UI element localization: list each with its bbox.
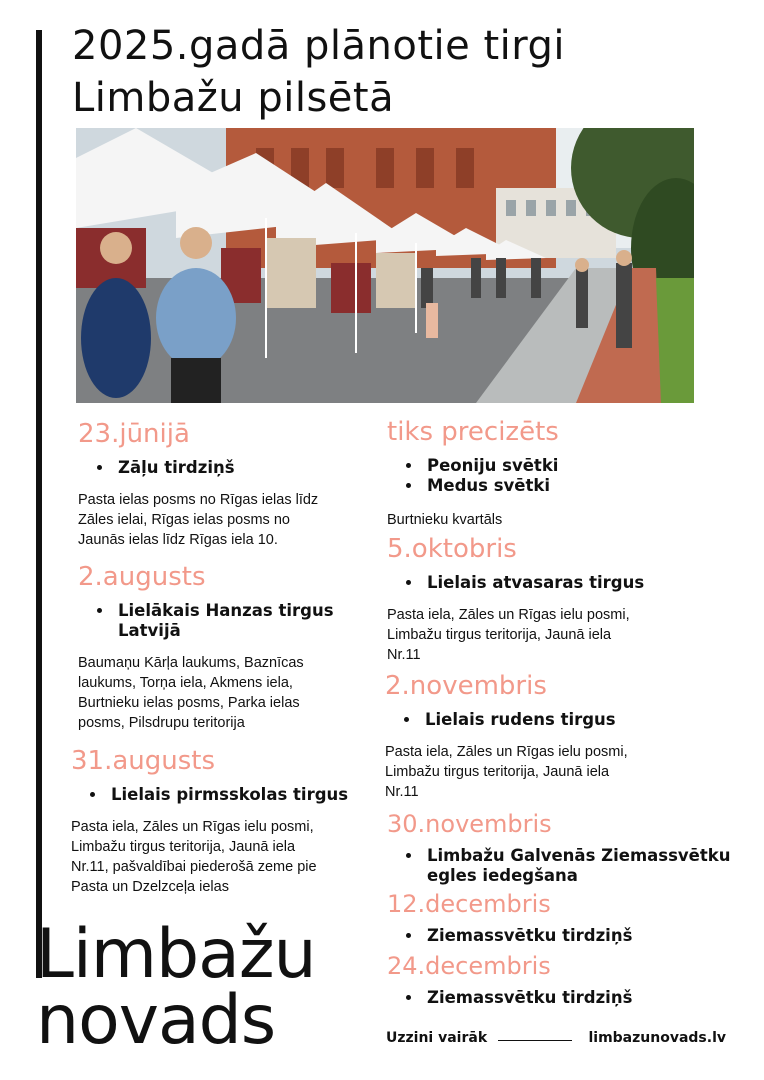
brand-line-2: novads (36, 981, 276, 1060)
event-name: • Peoniju svētki (423, 456, 747, 476)
event-december-12 (387, 888, 747, 946)
footer (386, 1030, 726, 1052)
event-date: 12.decembris (387, 890, 551, 918)
event-location: Baumaņu Kārļa laukums, Baznīcas laukums, Torņa iela, Akmens iela, Burtnieku ielas posms, Parka ielas posms, Pilsdrupu teritorija (78, 655, 304, 731)
event-date: 30.novembris (387, 810, 552, 838)
event-names (387, 988, 747, 1008)
event-august-2 (78, 561, 378, 733)
event-name: • Lielais atvasaras tirgus (423, 573, 747, 593)
event-location: Pasta iela, Zāles un Rīgas ielu posmi, Limbažu tirgus teritorija, Jaunā iela Nr.11 (385, 744, 628, 800)
event-name: • Lielais rudens tirgus (421, 710, 745, 730)
title-line-2: Limbažu pilsētā (72, 75, 395, 121)
event-name: • Ziemassvētku tirdziņš (423, 926, 747, 946)
event-name: • Medus svētki (423, 476, 747, 496)
event-name: • Limbažu Galvenās Ziemassvētku egles iedegšana (423, 846, 747, 886)
learn-more-label: Uzzini vairāk (386, 1030, 488, 1046)
event-location: Pasta iela, Zāles un Rīgas ielu posmi, Limbažu tirgus teritorija, Jaunā iela Nr.11, pašvaldībai piederošā zeme pie Pasta un Dzelzceļa ielas (71, 819, 317, 895)
footer-divider (498, 1040, 572, 1041)
event-names (385, 710, 745, 730)
event-date: 2.augusts (78, 562, 206, 592)
event-december-24 (387, 950, 747, 1008)
event-tbd (387, 416, 747, 530)
title-line-1: 2025.gadā plānotie tirgi (72, 23, 566, 69)
event-names (71, 785, 381, 805)
event-date: 23.jūnijā (78, 419, 190, 449)
event-name: • Lielākais Hanzas tirgus Latvijā (114, 601, 378, 641)
event-date: 31.augusts (71, 746, 216, 776)
event-name: • Ziemassvētku tirdziņš (423, 988, 747, 1008)
event-date: 5.oktobris (387, 534, 517, 564)
event-names (387, 456, 747, 496)
event-date: 2.novembris (385, 671, 547, 701)
page-title (72, 20, 752, 124)
event-june-23 (78, 418, 378, 550)
market-photo (76, 128, 694, 403)
website-link[interactable]: limbazunovads.lv (588, 1030, 726, 1046)
brand-logo (36, 915, 316, 1060)
event-names (387, 926, 747, 946)
event-name: • Zāļu tirdziņš (114, 458, 378, 478)
event-location: Pasta ielas posms no Rīgas ielas līdz Zāles ielai, Rīgas ielas posms no Jaunās ielas līdz Rīgas iela 10. (78, 492, 319, 548)
event-names (78, 601, 378, 641)
event-october-5 (387, 533, 747, 665)
vertical-rule (36, 30, 42, 978)
event-name: • Lielais pirmsskolas tirgus (107, 785, 381, 805)
event-november-30 (387, 808, 747, 886)
event-names (78, 458, 378, 478)
event-location: Pasta iela, Zāles un Rīgas ielu posmi, Limbažu tirgus teritorija, Jaunā iela Nr.11 (387, 607, 630, 663)
event-names (387, 573, 747, 593)
brand-line-1: Limbažu (36, 915, 316, 994)
event-location: Burtnieku kvartāls (387, 512, 503, 528)
event-august-31 (71, 745, 381, 897)
event-date: tiks precizēts (387, 417, 559, 447)
event-november-2 (385, 670, 745, 802)
event-names (387, 846, 747, 886)
event-date: 24.decembris (387, 952, 551, 980)
